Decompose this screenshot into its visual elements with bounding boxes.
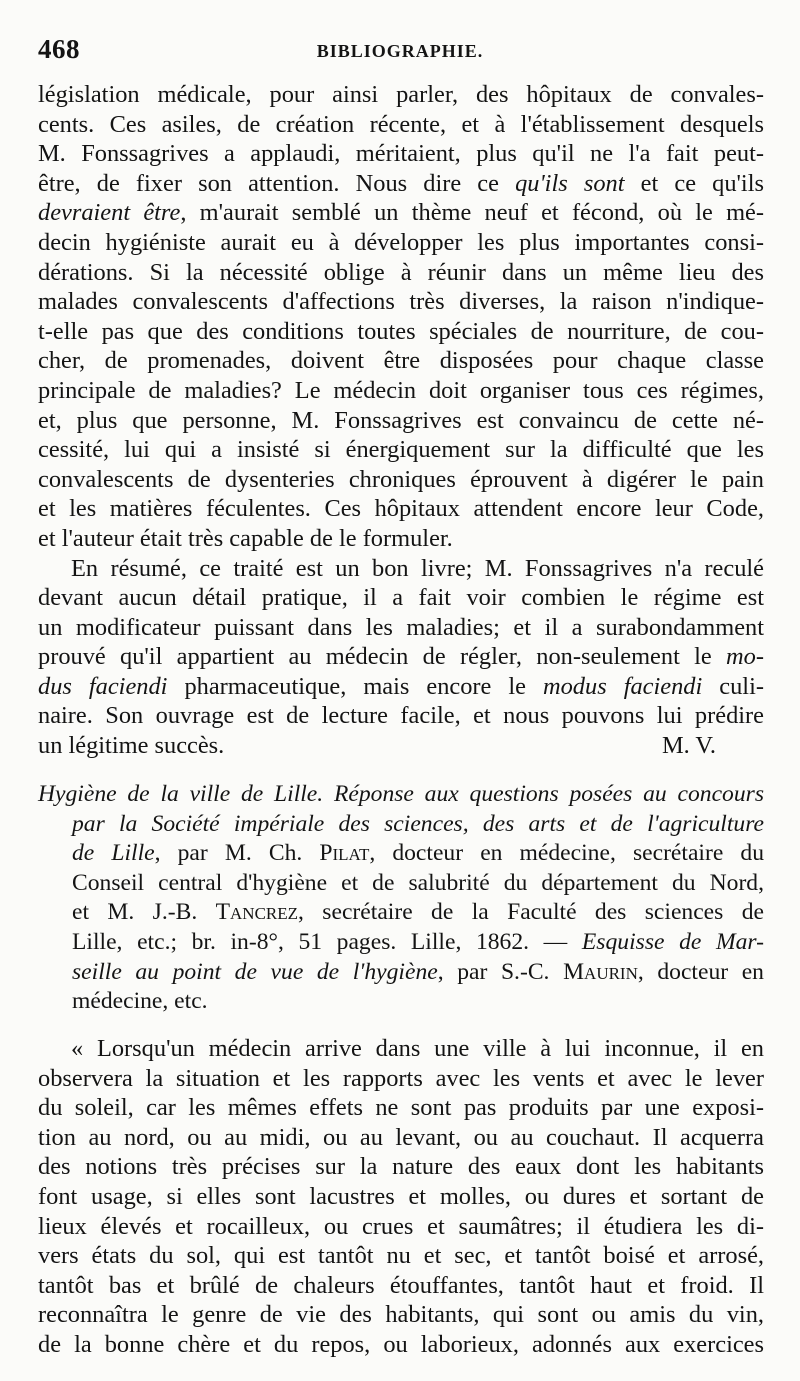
citation-text [38,780,764,1017]
text-segment: culi- [719,672,764,700]
text-line: convalescents de dysenteries chroniques éprouvent à digérer le pain [38,465,764,493]
citation-line [38,810,764,840]
paragraph-hospitals [38,80,764,554]
text-segment: un légitime succès. [38,732,225,760]
italic-segment: Esquisse de Mar- [581,928,764,955]
text-line: vers états du sol, qui est tantôt nu et sec, et tantôt boisé et arrosé, [38,1242,764,1270]
text-line [38,731,764,761]
text-segment: prouvé qu'il appartient au médecin de régler, non-seulement le [38,643,712,671]
text-segment: pharmaceutique, mais encore le [184,672,526,700]
italic-segment: mo- [726,643,764,671]
text-line: et, plus que personne, M. Fonssagrives est convaincu de cette né- [38,406,764,434]
text-line: dérations. Si la nécessité oblige à réunir dans un même lieu des [38,258,764,286]
text-segment: et M. J.-B. [72,899,198,926]
text-line: législation médicale, pour ainsi parler, des hôpitaux de convales- [38,81,764,108]
text-line: lieux élevés et rocailleux, ou crues et saumâtres; il étudiera les di- [38,1212,764,1240]
text-segment: Lille, etc.; br. in-8°, 51 pages. Lille, 1862. — [72,928,568,955]
italic-segment: qu'ils sont [515,169,625,197]
text-segment: , par M. Ch. [154,840,303,867]
main-text [38,80,764,761]
paragraph-quote [38,1034,764,1360]
text-line: tantôt bas et brûlé de chaleurs étouffantes, tantôt haut et froid. Il [38,1271,764,1299]
text-line: malades convalescents d'affections très diverses, la raison n'indique- [38,288,764,316]
text-line: devant aucun détail pratique, il a fait voir combien le régime est [38,584,764,612]
text-segment: , par S.-C. [437,958,550,985]
text-line: du soleil, car les mêmes effets ne sont pas produits par une exposi- [38,1094,764,1122]
signature: M. V. [661,732,716,760]
italic-segment: seille au point de vue de l'hygiène [72,958,438,985]
text-line: et les matières féculentes. Ces hôpitaux attendent encore leur Code, [38,495,764,523]
citation-line [38,839,764,869]
italic-segment: dus faciendi [38,672,168,700]
citation-line: Conseil central d'hygiène et de salubrité du département du Nord, [72,869,764,896]
text-segment: et ce qu'ils [640,169,764,197]
text-line [38,672,764,702]
author-name: Tancrez [215,899,299,926]
text-line: un modificateur puissant dans les maladies; et il a surabondamment [38,613,764,641]
quotation [38,1034,764,1360]
author-name: Maurin [563,958,638,985]
text-line: principale de maladies? Le médecin doit organiser tous ces régimes, [38,376,764,404]
text-segment: , m'aurait semblé un thème neuf et fécond, où le mé- [180,199,764,227]
citation-line: médecine, etc. [72,988,208,1015]
text-line: t-elle pas que des conditions toutes spéciales de nourriture, de cou- [38,317,764,345]
text-line: M. Fonssagrives a applaudi, méritaient, plus qu'il ne l'a fait peut- [38,140,764,168]
running-head: BIBLIOGRAPHIE. [316,41,484,61]
text-line: et l'auteur était très capable de le formuler. [38,524,453,552]
text-line: En résumé, ce traité est un bon livre; M. Fonssagrives n'a reculé [71,554,764,582]
text-segment: , docteur en médecine, secrétaire du [369,840,765,867]
citation-line [38,958,764,988]
text-line: font usage, si elles sont lacustres et molles, ou dures et sortant de [38,1182,764,1210]
text-segment: , secrétaire de la Faculté des sciences de [298,899,764,926]
italic-segment: devraient être [38,199,181,227]
review-citation [38,780,764,1017]
citation-line [38,780,764,810]
text-line: cher, de promenades, doivent être disposées pour chaque classe [38,347,764,375]
author-name: Pilat [319,840,370,867]
text-line: de la bonne chère et du repos, ou laborieux, adonnés aux exercices [38,1330,764,1358]
text-segment: être, de fixer son attention. Nous dire ce [38,169,499,197]
italic-segment: par la Société impériale des sciences, des arts et de l'agriculture [72,810,764,837]
page-header [38,34,762,68]
text-line [38,642,764,672]
text-line: cessité, lui qui a insisté si énergiquement sur la difficulté que les [38,436,764,464]
citation-line [38,928,764,958]
text-line: observera la situation et les rapports avec les vents et avec le lever [38,1064,764,1092]
text-line: naire. Son ouvrage est de lecture facile, et nous pouvons lui prédire [38,702,764,730]
text-line: tion au nord, ou au midi, ou au levant, ou au couchaut. Il acquerra [38,1123,764,1151]
page-number: 468 [38,34,80,64]
text-line [38,169,764,199]
text-line [38,198,764,228]
citation-line [38,898,764,928]
text-line: reconnaîtra le genre de vie des habitants, qui sont ou amis du vin, [38,1301,764,1329]
text-line: decin hygiéniste aurait eu à développer les plus importantes consi- [38,228,764,256]
text-segment: , docteur en [637,958,764,985]
italic-segment: de Lille [72,840,155,867]
text-line: cents. Ces asiles, de création récente, et à l'établissement desquels [38,110,764,138]
text-line: des notions très précises sur la nature des eaux dont les habitants [38,1153,764,1181]
italic-segment: Hygiène de la ville de Lille. Réponse aux questions posées au concours [38,781,764,807]
text-line: « Lorsqu'un médecin arrive dans une ville à lui inconnue, il en [71,1035,764,1062]
paragraph-summary [38,554,764,761]
italic-segment: modus faciendi [543,672,703,700]
